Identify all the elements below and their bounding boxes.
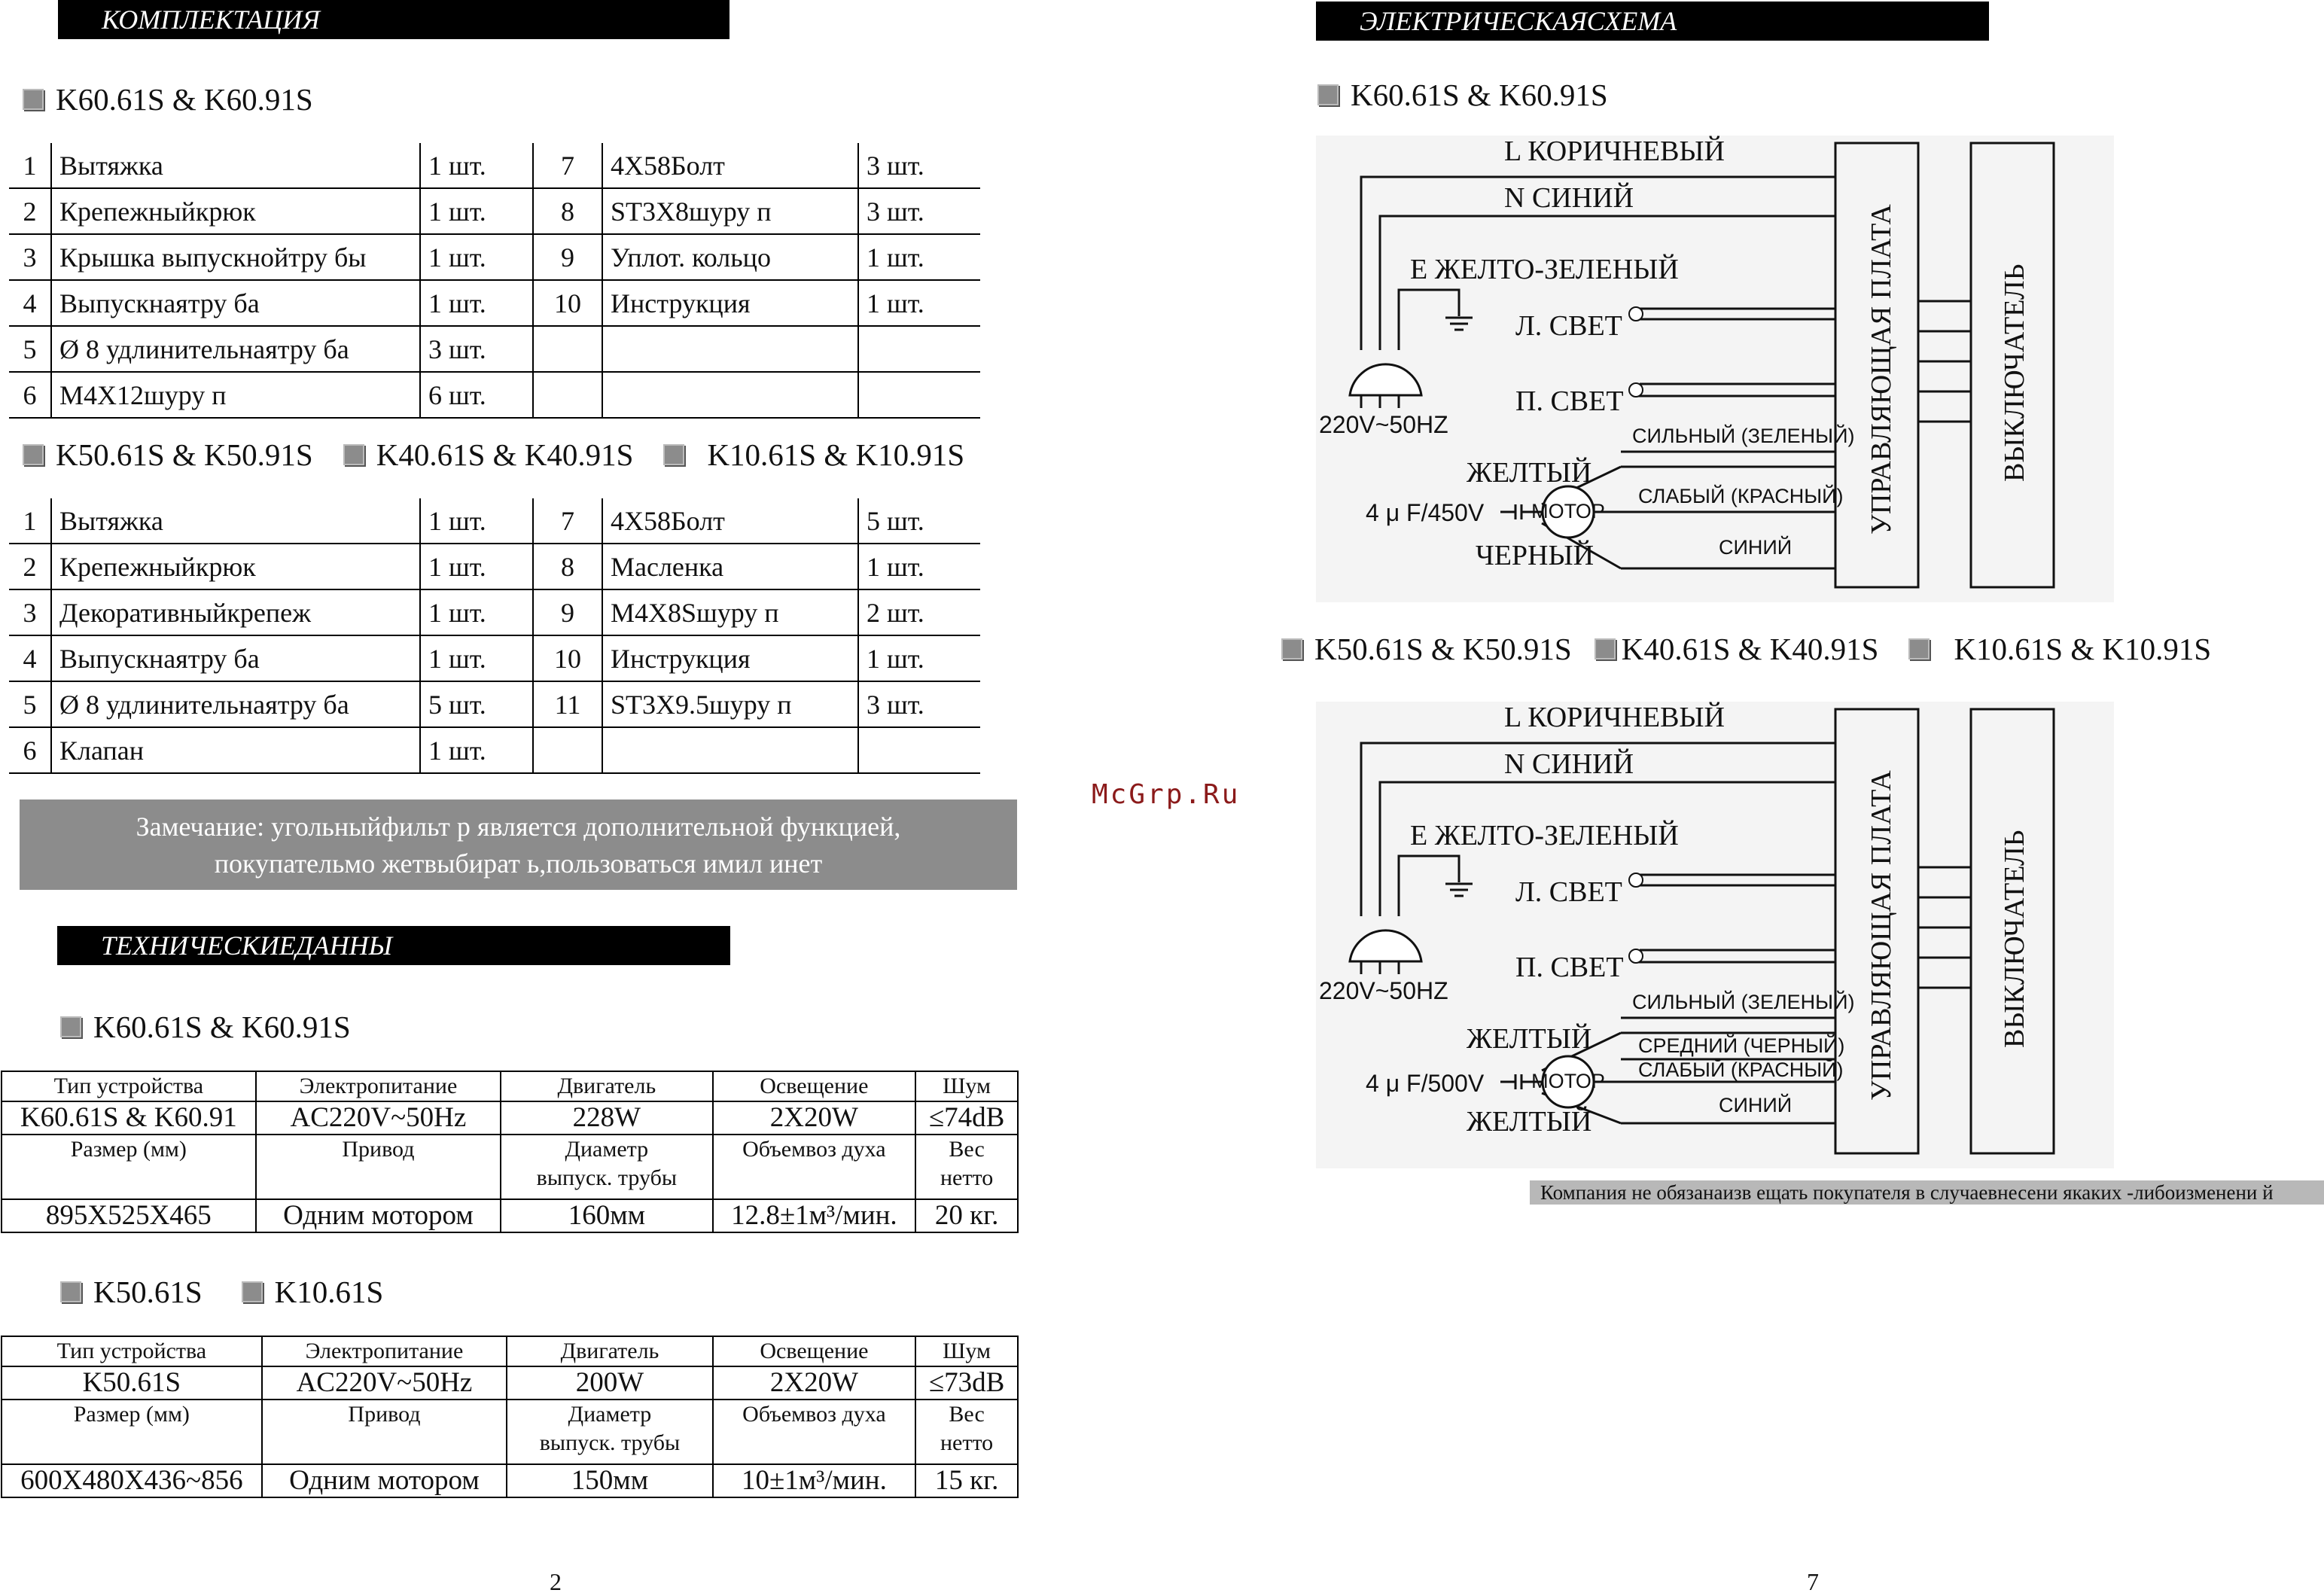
kit-cell: 1 шт. bbox=[420, 727, 533, 773]
kit-cell bbox=[533, 326, 602, 372]
kit-cell: ST3X8шуру п bbox=[602, 188, 858, 234]
kit-cell: 1 шт. bbox=[420, 234, 533, 280]
kit-cell: 11 bbox=[533, 681, 602, 727]
kit-cell: 4 bbox=[9, 280, 51, 326]
tech-value: Одним мотором bbox=[256, 1199, 501, 1232]
kit2-table bbox=[9, 498, 980, 774]
wire-n-label: N СИНИЙ bbox=[1504, 182, 1634, 214]
tech-value: 20 кг. bbox=[915, 1199, 1018, 1232]
tech-header: Привод bbox=[256, 1135, 501, 1199]
kit-cell: 1 шт. bbox=[420, 544, 533, 589]
kit-row bbox=[9, 681, 980, 727]
schema-banner: ЭЛЕКТРИЧЕСКАЯСХЕМА bbox=[1316, 2, 1989, 41]
wiring-diagram-2-svg bbox=[1316, 702, 2114, 1168]
plug-label: 220V~50HZ bbox=[1319, 411, 1448, 438]
kit-cell: Вытяжка bbox=[51, 498, 420, 544]
tech-header-line: Диаметр bbox=[565, 1137, 649, 1162]
kit-cell: 10 bbox=[533, 280, 602, 326]
tech-banner: ТЕХНИЧЕСКИЕДАННЫ bbox=[57, 926, 730, 965]
model-label: K60.61S & K60.91S bbox=[93, 1010, 351, 1044]
kit-cell: Клапан bbox=[51, 727, 420, 773]
bullet-square-icon bbox=[60, 1281, 81, 1302]
tech-value: 2X20W bbox=[713, 1101, 916, 1135]
kit-row bbox=[9, 498, 980, 544]
tech-header: Двигатель bbox=[501, 1071, 712, 1101]
tech-header: Электропитание bbox=[262, 1336, 507, 1366]
kit-cell bbox=[858, 372, 980, 418]
wiring-diagram-2 bbox=[1316, 702, 2114, 1168]
tech-value: 150мм bbox=[507, 1464, 712, 1497]
kit-cell: 6 bbox=[9, 727, 51, 773]
watermark: McGrp.Ru bbox=[1092, 779, 1241, 810]
kit-cell: Ø 8 удлинительнаятру ба bbox=[51, 326, 420, 372]
wire-black-label: ЧЕРНЫЙ bbox=[1476, 540, 1595, 571]
model-label: K10.61S & K10.91S bbox=[1954, 632, 2212, 666]
switch-label: ВЫКЛЮЧАТЕЛЬ bbox=[1999, 830, 2030, 1048]
tech-value: 895X525X465 bbox=[2, 1199, 256, 1232]
kit-cell: 1 шт. bbox=[858, 544, 980, 589]
kit-cell: 4X58Болт bbox=[602, 498, 858, 544]
kit-cell: 5 шт. bbox=[420, 681, 533, 727]
wire-l-label: L КОРИЧНЕВЫЙ bbox=[1504, 136, 1725, 167]
tech-header-line: нетто bbox=[940, 1165, 994, 1190]
tech-value: 160мм bbox=[501, 1199, 712, 1232]
capacitor-label: 4 μ F/500V bbox=[1366, 1070, 1485, 1097]
tech-value: ≤74dB bbox=[915, 1101, 1018, 1135]
tech-header: Тип устройства bbox=[2, 1336, 262, 1366]
model-label: K60.61S & K60.91S bbox=[56, 82, 313, 117]
bullet-square-icon bbox=[1281, 638, 1302, 659]
note-line: покупательмо жетвыбират ь,пользоваться имил инет bbox=[214, 848, 823, 879]
kit-cell: 4X58Болт bbox=[602, 143, 858, 188]
kit-cell: 1 bbox=[9, 143, 51, 188]
tech-header bbox=[507, 1400, 712, 1464]
tech-header: Привод bbox=[262, 1400, 507, 1464]
kit-cell: M4X12шуру п bbox=[51, 372, 420, 418]
model-label: K50.61S bbox=[93, 1275, 203, 1309]
kit-cell: Декоративныйкрепеж bbox=[51, 589, 420, 635]
kit-cell: 3 bbox=[9, 234, 51, 280]
kit2-model-heading bbox=[23, 437, 964, 473]
kit-cell: 1 шт. bbox=[420, 589, 533, 635]
model-label: K60.61S & K60.91S bbox=[1351, 78, 1608, 112]
bullet-square-icon bbox=[60, 1016, 81, 1037]
kit-row bbox=[9, 544, 980, 589]
model-label: K40.61S & K40.91S bbox=[376, 437, 634, 472]
kit-cell bbox=[602, 727, 858, 773]
kit-banner: КОМПЛЕКТАЦИЯ bbox=[58, 0, 729, 39]
kit-cell: Выпускнаятру ба bbox=[51, 280, 420, 326]
kit-cell: 2 bbox=[9, 544, 51, 589]
tech-value: 600X480X436~856 bbox=[2, 1464, 262, 1497]
tech-header: Размер (мм) bbox=[2, 1400, 262, 1464]
kit-row bbox=[9, 143, 980, 188]
bullet-square-icon bbox=[23, 89, 44, 110]
kit-row bbox=[9, 326, 980, 372]
wire-n-label: N СИНИЙ bbox=[1504, 748, 1634, 780]
motor-label: МОТОР bbox=[1531, 1070, 1605, 1092]
kit-cell: 1 bbox=[9, 498, 51, 544]
model-label: K10.61S bbox=[274, 1275, 384, 1309]
tech-header-row bbox=[2, 1400, 1018, 1464]
kit-cell: 4 bbox=[9, 635, 51, 681]
kit-cell: 1 шт. bbox=[858, 234, 980, 280]
kit-cell: 3 шт. bbox=[420, 326, 533, 372]
tech-header: Освещение bbox=[713, 1336, 916, 1366]
kit-cell: 3 шт. bbox=[858, 681, 980, 727]
bullet-square-icon bbox=[1317, 84, 1339, 105]
tech1-table bbox=[1, 1071, 1019, 1233]
speed-medium-label: СРЕДНИЙ (ЧЕРНЫЙ) bbox=[1638, 1034, 1845, 1057]
d1-model-heading bbox=[1317, 77, 1608, 113]
speed-strong-label: СИЛЬНЫЙ (ЗЕЛЕНЫЙ) bbox=[1632, 425, 1855, 447]
motor-label: МОТОР bbox=[1531, 500, 1605, 522]
kit1-model-heading bbox=[23, 81, 313, 117]
model-label: K40.61S & K40.91S bbox=[1621, 632, 1879, 666]
kit-cell: Крепежныйкрюк bbox=[51, 544, 420, 589]
kit-cell: M4X8Sшуру п bbox=[602, 589, 858, 635]
tech-header-line: Вес bbox=[949, 1402, 985, 1427]
tech-value: Одним мотором bbox=[262, 1464, 507, 1497]
kit-cell: Масленка bbox=[602, 544, 858, 589]
kit-cell bbox=[602, 326, 858, 372]
kit-cell bbox=[858, 727, 980, 773]
model-label: K50.61S & K50.91S bbox=[56, 437, 313, 472]
tech-header-line: нетто bbox=[940, 1430, 994, 1455]
tech-value: 228W bbox=[501, 1101, 712, 1135]
tech-header-line: выпуск. трубы bbox=[536, 1165, 678, 1190]
lamp-icon bbox=[1629, 383, 1643, 397]
kit-cell: Уплот. кольцо bbox=[602, 234, 858, 280]
tech-value: ≤73dB bbox=[915, 1366, 1018, 1400]
tech-header: Освещение bbox=[713, 1071, 916, 1101]
kit-row bbox=[9, 234, 980, 280]
wire-e-label: Е ЖЕЛТО-ЗЕЛЕНЫЙ bbox=[1410, 820, 1679, 851]
tech-header: Объемвоз духа bbox=[713, 1400, 916, 1464]
kit-cell: Крепежныйкрюк bbox=[51, 188, 420, 234]
kit-cell bbox=[858, 326, 980, 372]
kit-cell: 8 bbox=[533, 188, 602, 234]
model-label: K10.61S & K10.91S bbox=[707, 437, 965, 472]
bullet-square-icon bbox=[1595, 638, 1616, 659]
kit-row bbox=[9, 589, 980, 635]
light-left-label: Л. СВЕТ bbox=[1515, 310, 1622, 342]
kit-cell: 6 шт. bbox=[420, 372, 533, 418]
tech-value: K50.61S bbox=[2, 1366, 262, 1400]
kit-cell bbox=[533, 727, 602, 773]
kit-cell: 3 bbox=[9, 589, 51, 635]
kit-cell: 1 шт. bbox=[420, 143, 533, 188]
light-right-label: П. СВЕТ bbox=[1515, 952, 1624, 983]
kit-cell: 2 bbox=[9, 188, 51, 234]
kit-cell: 1 шт. bbox=[858, 280, 980, 326]
note-line: Замечание: угольныйфильт р является дополнительной функцией, bbox=[136, 812, 901, 842]
wiring-diagram-1-svg bbox=[1316, 136, 2114, 602]
speed-strong-label: СИЛЬНЫЙ (ЗЕЛЕНЫЙ) bbox=[1632, 991, 1855, 1013]
tech-header bbox=[915, 1135, 1018, 1199]
kit-cell: 2 шт. bbox=[858, 589, 980, 635]
company-notice: Компания не обязанаизв ещать покупателя в случаевнесени якаких -либоизменени й bbox=[1530, 1180, 2324, 1205]
wire-yellow2-label: ЖЕЛТЫЙ bbox=[1467, 1106, 1592, 1138]
kit-cell: 8 bbox=[533, 544, 602, 589]
tech-header-line: выпуск. трубы bbox=[539, 1430, 681, 1455]
kit1-table bbox=[9, 143, 980, 419]
capacitor-label: 4 μ F/450V bbox=[1366, 499, 1485, 526]
kit-cell: Инструкция bbox=[602, 635, 858, 681]
kit-cell: ST3X9.5шуру п bbox=[602, 681, 858, 727]
kit-row bbox=[9, 635, 980, 681]
kit-cell: 5 bbox=[9, 681, 51, 727]
tech-header: Электропитание bbox=[256, 1071, 501, 1101]
lamp-icon bbox=[1629, 949, 1643, 963]
kit-cell: 7 bbox=[533, 143, 602, 188]
kit-row bbox=[9, 280, 980, 326]
tech1-model-heading bbox=[60, 1009, 351, 1045]
tech-header: Размер (мм) bbox=[2, 1135, 256, 1199]
note-box bbox=[20, 800, 1017, 890]
tech-header-row bbox=[2, 1336, 1018, 1366]
switch-label: ВЫКЛЮЧАТЕЛЬ bbox=[1999, 263, 2030, 482]
tech-value: 200W bbox=[507, 1366, 712, 1400]
light-left-label: Л. СВЕТ bbox=[1515, 876, 1622, 908]
kit-cell: 1 шт. bbox=[420, 280, 533, 326]
tech-header-row bbox=[2, 1135, 1018, 1199]
control-board-label: УПРАВЛЯЮЩАЯ ПЛАТА bbox=[1866, 204, 1897, 535]
lamp-icon bbox=[1629, 873, 1643, 887]
wiring-diagram-1 bbox=[1316, 136, 2114, 602]
wire-e-label: Е ЖЕЛТО-ЗЕЛЕНЫЙ bbox=[1410, 254, 1679, 285]
bullet-square-icon bbox=[663, 444, 684, 465]
tech-value: 2X20W bbox=[713, 1366, 916, 1400]
kit-cell: 5 шт. bbox=[858, 498, 980, 544]
tech-header-line: Диаметр bbox=[568, 1402, 652, 1427]
bullet-square-icon bbox=[23, 444, 44, 465]
kit-row bbox=[9, 372, 980, 418]
kit-cell bbox=[533, 372, 602, 418]
page-number-right: 7 bbox=[1807, 1568, 1819, 1595]
tech2-model-heading bbox=[60, 1274, 383, 1310]
kit-cell: 1 шт. bbox=[420, 498, 533, 544]
kit-cell: 10 bbox=[533, 635, 602, 681]
wire-blue-label: СИНИЙ bbox=[1719, 1094, 1792, 1116]
bullet-square-icon bbox=[242, 1281, 263, 1302]
kit-cell: 5 bbox=[9, 326, 51, 372]
control-board-label: УПРАВЛЯЮЩАЯ ПЛАТА bbox=[1866, 770, 1897, 1101]
kit-cell: 3 шт. bbox=[858, 143, 980, 188]
tech-value-row bbox=[2, 1199, 1018, 1232]
tech-header: Двигатель bbox=[507, 1336, 712, 1366]
plug-label: 220V~50HZ bbox=[1319, 977, 1448, 1004]
tech-header: Тип устройства bbox=[2, 1071, 256, 1101]
tech-header: Шум bbox=[915, 1071, 1018, 1101]
kit-cell: Ø 8 удлинительнаятру ба bbox=[51, 681, 420, 727]
kit-cell: 1 шт. bbox=[420, 188, 533, 234]
kit-cell: 9 bbox=[533, 234, 602, 280]
tech-value: 15 кг. bbox=[915, 1464, 1018, 1497]
kit-cell: 9 bbox=[533, 589, 602, 635]
page-number-left: 2 bbox=[550, 1568, 562, 1595]
tech-value: AC220V~50Hz bbox=[256, 1101, 501, 1135]
kit-cell: Крышка выпускнойтру бы bbox=[51, 234, 420, 280]
model-label: K50.61S & K50.91S bbox=[1314, 632, 1572, 666]
tech-header bbox=[501, 1135, 712, 1199]
lamp-icon bbox=[1629, 307, 1643, 321]
tech-header-row bbox=[2, 1071, 1018, 1101]
tech-value: 10±1м³/мин. bbox=[713, 1464, 916, 1497]
tech-value-row bbox=[2, 1464, 1018, 1497]
light-right-label: П. СВЕТ bbox=[1515, 385, 1624, 417]
kit-cell: Инструкция bbox=[602, 280, 858, 326]
tech-value: 12.8±1м³/мин. bbox=[713, 1199, 916, 1232]
bullet-square-icon bbox=[1908, 638, 1930, 659]
tech-value-row bbox=[2, 1366, 1018, 1400]
wire-blue-label: СИНИЙ bbox=[1719, 536, 1792, 559]
tech-header bbox=[915, 1400, 1018, 1464]
kit-cell bbox=[602, 372, 858, 418]
tech-header: Объемвоз духа bbox=[713, 1135, 916, 1199]
kit-cell: 1 шт. bbox=[858, 635, 980, 681]
kit-cell: 1 шт. bbox=[420, 635, 533, 681]
speed-weak-label: СЛАБЫЙ (КРАСНЫЙ) bbox=[1638, 485, 1844, 507]
kit-cell: Вытяжка bbox=[51, 143, 420, 188]
kit-row bbox=[9, 188, 980, 234]
tech2-table bbox=[1, 1336, 1019, 1498]
tech-value-row bbox=[2, 1101, 1018, 1135]
kit-cell: Выпускнаятру ба bbox=[51, 635, 420, 681]
wire-yellow-label: ЖЕЛТЫЙ bbox=[1467, 457, 1592, 489]
kit-cell: 7 bbox=[533, 498, 602, 544]
tech-value: K60.61S & K60.91 bbox=[2, 1101, 256, 1135]
kit-row bbox=[9, 727, 980, 773]
wire-l-label: L КОРИЧНЕВЫЙ bbox=[1504, 702, 1725, 733]
bullet-square-icon bbox=[343, 444, 364, 465]
tech-value: AC220V~50Hz bbox=[262, 1366, 507, 1400]
speed-weak-label: СЛАБЫЙ (КРАСНЫЙ) bbox=[1638, 1058, 1844, 1081]
tech-header: Шум bbox=[915, 1336, 1018, 1366]
kit-cell: 6 bbox=[9, 372, 51, 418]
kit-cell: 3 шт. bbox=[858, 188, 980, 234]
tech-header-line: Вес bbox=[949, 1137, 985, 1162]
wire-yellow-label: ЖЕЛТЫЙ bbox=[1467, 1023, 1592, 1055]
d2-model-heading bbox=[1281, 631, 2211, 667]
